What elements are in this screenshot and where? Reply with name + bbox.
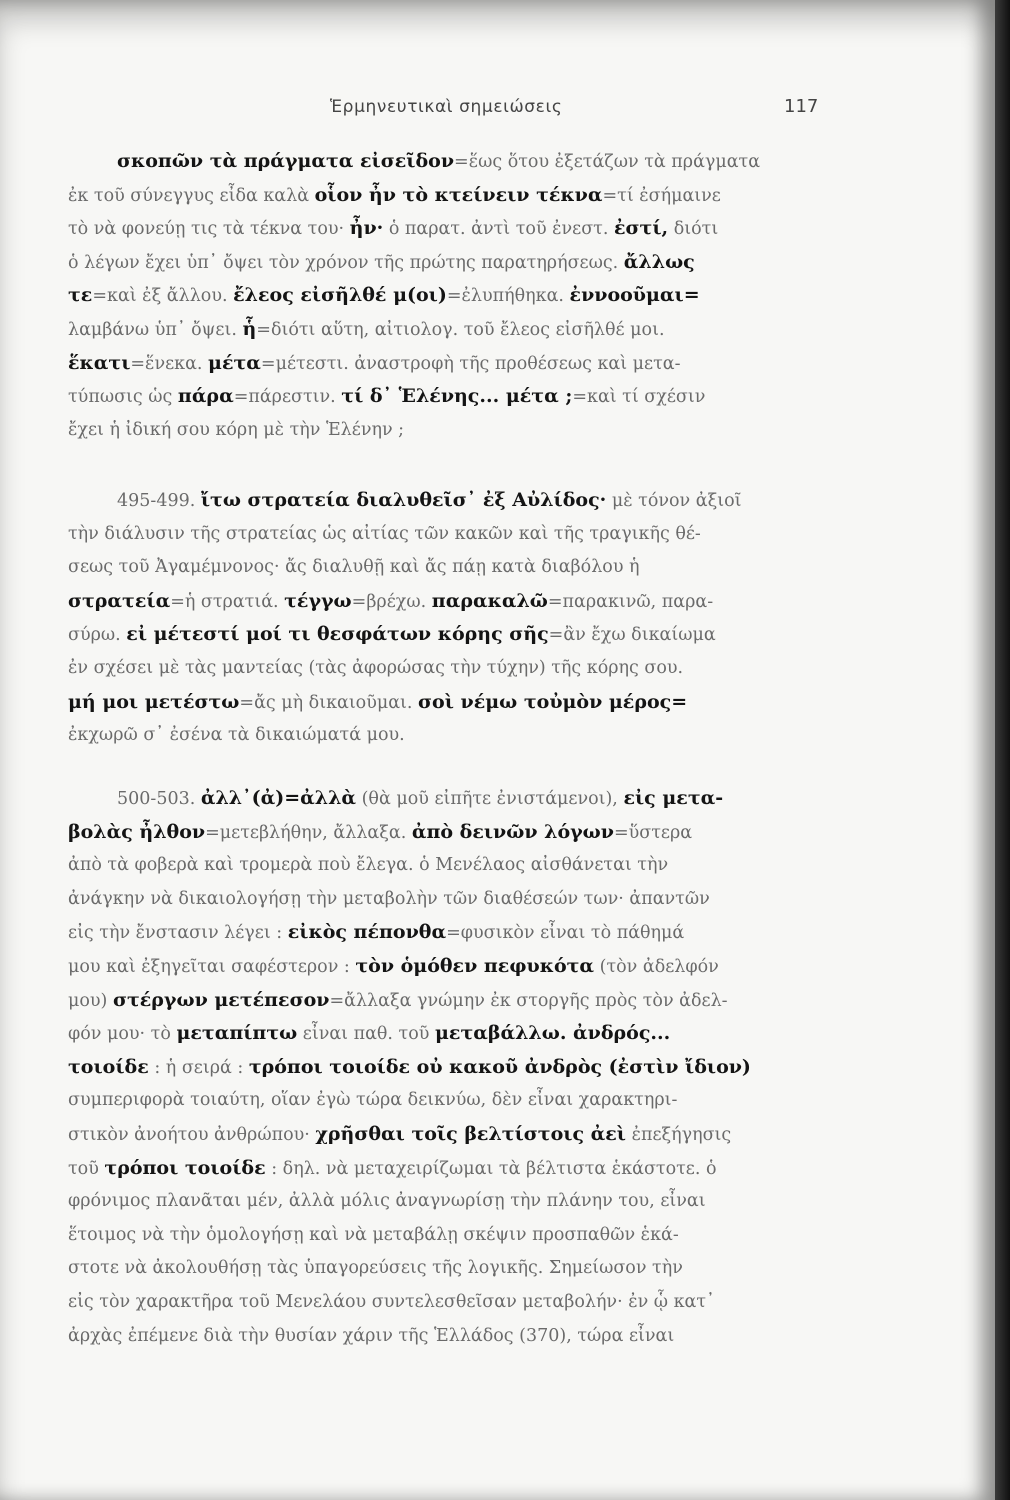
gloss-text: =ἂν ἔχω δικαίωμα bbox=[548, 625, 716, 646]
text-line bbox=[68, 246, 840, 280]
lemma: σκοπῶν τὰ πράγματα εἰσεῖδον bbox=[117, 150, 455, 172]
gloss-text: =ὕστερα bbox=[613, 822, 693, 843]
gloss-text: εἰς τὸν χαρακτῆρα τοῦ Μενελάου συντελεσθεῖσαν μεταβολήν· ἐν ᾧ κατ᾽ bbox=[68, 1291, 715, 1312]
lemma: οἷον ἦν τὸ κτείνειν τέκνα bbox=[314, 183, 603, 206]
gloss-text: =καὶ ἐξ ἄλλου. bbox=[92, 286, 234, 307]
lemma: τί δ᾽ Ἑλένης... μέτα ; bbox=[341, 385, 573, 408]
gloss-text: τὴν διάλυσιν τῆς στρατείας ὡς αἰτίας τῶν κακῶν καὶ τῆς τραγικῆς θέ- bbox=[68, 523, 701, 544]
gloss-text: μου) bbox=[68, 990, 113, 1011]
text-line bbox=[68, 618, 840, 652]
lemma: ἐστί, bbox=[614, 217, 669, 240]
gloss-text: ἀρχὰς ἐπέμενε διὰ τὴν θυσίαν χάριν τῆς Ἑλλάδος (370), τώρα εἶναι bbox=[68, 1325, 675, 1346]
text-line bbox=[68, 883, 840, 917]
gloss-text: ὁ λέγων ἔχει ὑπ᾽ ὄψει τὸν χρόνον τῆς πρώτης παρατηρήσεως. bbox=[68, 252, 624, 273]
text-line bbox=[68, 1286, 840, 1320]
lemma: μέτα bbox=[208, 351, 261, 374]
text-line bbox=[68, 484, 840, 518]
paragraph-3 bbox=[68, 782, 840, 1353]
gloss-text: σεως τοῦ Ἀγαμέμνονος· ἄς διαλυθῇ καὶ ἄς πάῃ κατὰ διαβόλου ἡ bbox=[68, 557, 640, 578]
gloss-text: στοτε νὰ ἀκολουθήσῃ τὰς ὑπαγορεύσεις τῆς λογικῆς. Σημείωσον τὴν bbox=[68, 1258, 683, 1279]
gloss-text: τύπωσις ὡς bbox=[68, 387, 178, 408]
gloss-text: =μετεβλήθην, ἄλλαξα. bbox=[205, 822, 412, 843]
text-line bbox=[68, 279, 840, 313]
gloss-text: =τί ἐσήμαινε bbox=[602, 185, 721, 206]
gloss-text: συμπεριφορὰ τοιαύτη, οἵαν ἐγὼ τώρα δεικνύω, δὲν εἶναι χαρακτηρι- bbox=[68, 1090, 678, 1111]
gloss-text: ἔχει ἡ ἰδική σου κόρη μὲ τὴν Ἑλένην ; bbox=[68, 419, 405, 440]
lemma: εἰς μετα- bbox=[623, 787, 724, 809]
gloss-text: =μέτεστι. ἀναστροφὴ τῆς προθέσεως καὶ μετα- bbox=[260, 353, 681, 374]
gloss-text: ἀνάγκην νὰ δικαιολογήσῃ τὴν μεταβολὴν τῶν διαθέσεών των· ἀπαντῶν bbox=[68, 888, 710, 909]
text-line bbox=[68, 347, 840, 381]
gloss-text: στικὸν ἀνοήτου ἀνθρώπου· bbox=[68, 1124, 316, 1145]
lemma: μεταπίπτω bbox=[176, 1022, 298, 1045]
gloss-text: 500-503. bbox=[117, 789, 201, 809]
lemma: εἰ μέτεστί μοί τι θεσφάτων κόρης σῆς bbox=[126, 623, 549, 646]
text-line bbox=[68, 518, 840, 552]
gloss-text: ὁ παρατ. ἀντὶ τοῦ ἐνεστ. bbox=[383, 219, 614, 240]
text-line bbox=[68, 313, 840, 347]
gloss-text: =πάρεστιν. bbox=[233, 387, 342, 408]
text-line bbox=[68, 1084, 840, 1118]
text-line bbox=[68, 1152, 840, 1186]
lemma: ἴτω στρατεία διαλυθεῖσ᾽ ἐξ Αὐλίδος· bbox=[200, 489, 607, 511]
text-line bbox=[68, 1051, 840, 1085]
lemma: πάρα bbox=[177, 385, 234, 408]
gloss-text: ἐκχωρῶ σ᾽ ἐσένα τὰ δικαιώματά μου. bbox=[68, 725, 405, 746]
text-line bbox=[68, 916, 840, 950]
gloss-text: : ἡ σειρά : bbox=[148, 1057, 249, 1078]
lemma: ἔλεος εἰσῆλθέ μ(οι) bbox=[233, 284, 447, 307]
lemma: τε bbox=[68, 284, 93, 307]
lemma: στέργων μετέπεσον bbox=[112, 988, 330, 1011]
lemma: μεταβάλλω. ἀνδρός... bbox=[434, 1022, 671, 1045]
gloss-text: φόν μου· τὸ bbox=[68, 1024, 177, 1045]
gloss-text: ἀπὸ τὰ φοβερὰ καὶ τρομερὰ ποὺ ἔλεγα. ὁ Μενέλαος αἰσθάνεται τὴν bbox=[68, 855, 669, 876]
lemma: χρῆσθαι τοῖς βελτίστοις ἀεὶ bbox=[315, 1122, 626, 1145]
gloss-text: (τὸν ἀδελφόν bbox=[594, 956, 719, 977]
text-line bbox=[68, 212, 840, 246]
text-line bbox=[68, 1017, 840, 1051]
gloss-text: =ἄλλαξα γνώμην ἐκ στοργῆς πρὸς τὸν ἀδελ- bbox=[329, 990, 728, 1011]
gloss-text: : δηλ. νὰ μεταχειρίζωμαι τὰ βέλτιστα ἑκάστοτε. ὁ bbox=[265, 1158, 717, 1179]
text-line bbox=[68, 551, 840, 585]
gloss-text: φρόνιμος πλανᾶται μέν, ἀλλὰ μόλις ἀναγνωρίσῃ τὴν πλάνην του, εἶναι bbox=[68, 1191, 706, 1212]
text-line bbox=[68, 179, 840, 213]
gloss-text: =διότι αὕτη, αἰτιολογ. τοῦ ἔλεος εἰσῆλθέ μοι. bbox=[256, 319, 665, 340]
running-head: Ἑρμηνευτικαὶ σημειώσεις bbox=[330, 97, 563, 117]
gloss-text: λαμβάνω ὑπ᾽ ὄψει. bbox=[68, 319, 243, 340]
gloss-text: =παρακινῶ, παρα- bbox=[547, 591, 714, 612]
text-line bbox=[68, 816, 840, 850]
lemma: τοιοίδε bbox=[68, 1055, 149, 1078]
gloss-text: μὲ τόνον ἀξιοῖ bbox=[606, 491, 742, 511]
page-number: 117 bbox=[784, 96, 819, 117]
text-line bbox=[68, 686, 840, 720]
gloss-text: =φυσικὸν εἶναι τὸ πάθημά bbox=[446, 923, 685, 944]
gloss-text: =ἡ στρατιά. bbox=[170, 591, 285, 612]
lemma: τρόποι τοιοίδε bbox=[104, 1156, 266, 1179]
text-line bbox=[68, 414, 840, 448]
gloss-text: ἐπεξήγησις bbox=[626, 1124, 732, 1145]
gloss-text: ἕτοιμος νὰ τὴν ὁμολογήσῃ καὶ νὰ μεταβάλῃ σκέψιν προσπαθῶν ἑκά- bbox=[68, 1224, 679, 1245]
gloss-text: διότι bbox=[668, 219, 719, 240]
text-line bbox=[68, 719, 840, 753]
lemma: ἕκατι bbox=[68, 351, 131, 374]
gloss-text: =ἕνεκα. bbox=[130, 353, 209, 374]
gloss-text: =καὶ τί σχέσιν bbox=[572, 387, 706, 408]
gloss-text: σύρω. bbox=[68, 625, 127, 646]
text-line bbox=[68, 145, 840, 179]
text-line bbox=[68, 1219, 840, 1253]
lemma: εἰκὸς πέπονθα bbox=[287, 921, 447, 944]
gloss-text: μου καὶ ἐξηγεῖται σαφέστερον : bbox=[68, 956, 356, 977]
lemma: τρόποι τοιοίδε οὐ κακοῦ ἀνδρὸς (ἐστὶν ἴδιον) bbox=[248, 1055, 751, 1078]
paragraph-1 bbox=[68, 145, 840, 447]
text-line bbox=[68, 585, 840, 619]
gloss-text: εἶναι παθ. τοῦ bbox=[297, 1024, 435, 1045]
paragraph-2 bbox=[68, 484, 840, 753]
text-line bbox=[68, 1118, 840, 1152]
gloss-text: τοῦ bbox=[68, 1158, 105, 1179]
lemma: τὸν ὁμόθεν πεφυκότα bbox=[355, 954, 595, 977]
lemma: ἦν· bbox=[349, 217, 384, 240]
text-line bbox=[68, 1252, 840, 1286]
text-line bbox=[68, 950, 840, 984]
lemma: ἧ bbox=[242, 317, 257, 340]
lemma: τέγγω bbox=[284, 589, 352, 612]
text-line bbox=[68, 984, 840, 1018]
lemma: ἐννοοῦμαι= bbox=[569, 284, 700, 307]
lemma: ἀλλ᾽(ἀ)=ἀλλὰ bbox=[200, 787, 357, 809]
text-line bbox=[68, 652, 840, 686]
gloss-text: τὸ νὰ φονεύῃ τις τὰ τέκνα του· bbox=[68, 219, 350, 240]
gloss-text: ἐκ τοῦ σύνεγγυς εἶδα καλὰ bbox=[68, 185, 315, 206]
text-line bbox=[68, 849, 840, 883]
gloss-text: =ἐλυπήθηκα. bbox=[446, 286, 570, 307]
lemma: σοὶ νέμω τοὐμὸν μέρος= bbox=[418, 690, 688, 713]
lemma: ἄλλως bbox=[623, 250, 695, 273]
gloss-text: ἐν σχέσει μὲ τὰς μαντείας (τὰς ἀφορώσας τὴν τύχην) τῆς κόρης σου. bbox=[68, 657, 684, 678]
lemma: βολὰς ἦλθον bbox=[68, 820, 206, 843]
gloss-text: (θὰ μοῦ εἰπῆτε ἐνιστάμενοι), bbox=[356, 789, 624, 809]
gloss-text: =βρέχω. bbox=[351, 591, 432, 612]
gloss-text: εἰς τὴν ἔνστασιν λέγει : bbox=[68, 923, 288, 944]
text-line bbox=[68, 782, 840, 816]
lemma: μή μοι μετέστω bbox=[68, 690, 240, 713]
lemma: ἀπὸ δεινῶν λόγων bbox=[411, 820, 614, 843]
text-line bbox=[68, 1185, 840, 1219]
gloss-text: 495-499. bbox=[117, 491, 201, 511]
book-edge bbox=[995, 0, 1010, 1500]
gloss-text: =ἕως ὅτου ἐξετάζων τὰ πράγματα bbox=[454, 152, 761, 172]
gloss-text: =ἄς μὴ δικαιοῦμαι. bbox=[239, 692, 419, 713]
text-line bbox=[68, 380, 840, 414]
lemma: παρακαλῶ bbox=[431, 589, 548, 612]
text-line bbox=[68, 1320, 840, 1354]
lemma: στρατεία bbox=[68, 589, 171, 612]
